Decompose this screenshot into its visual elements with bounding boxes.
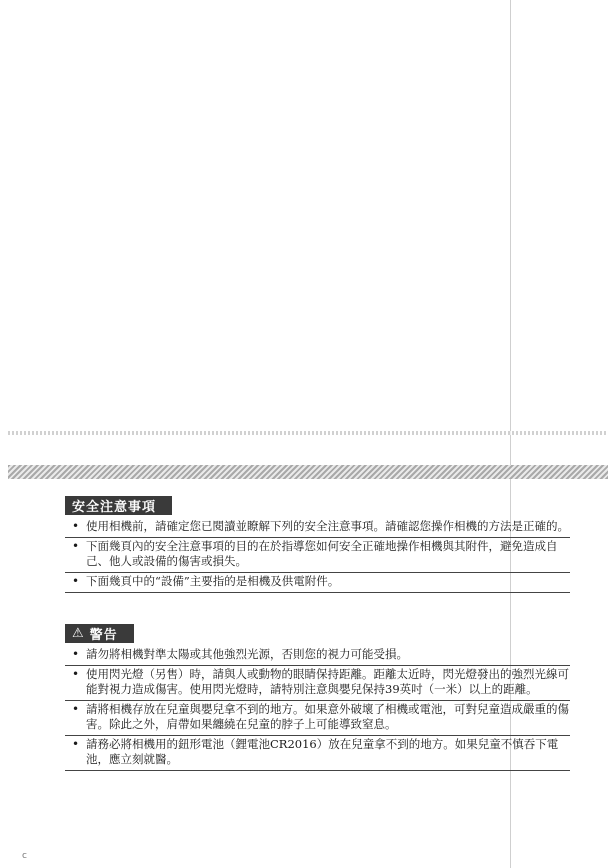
warning-section [65,622,570,771]
warning-item [65,646,570,666]
safety-heading-text: 安全注意事項 [72,500,157,515]
safety-item-text: 下面幾頁中的“設備”主要指的是相機及供電附件。 [86,574,340,588]
bullet-icon: • [72,574,80,588]
bullet-icon: • [72,737,80,751]
warning-item [65,701,570,736]
warning-item-text: 請勿將相機對準太陽或其他強烈光源，否則您的視力可能受損。 [86,647,408,661]
safety-precautions-heading [65,496,172,515]
footer-mark: c [22,851,27,861]
warning-item-text: 請務必將相機用的鈕形電池（鋰電池CR2016）放在兒童拿不到的地方。如果兒童不慎吞下電池，應立刻就醫。 [86,737,559,766]
scan-band-thin [8,431,608,435]
warning-item [65,736,570,771]
safety-precautions-list [65,518,570,593]
safety-precautions-section [65,496,570,593]
bullet-icon: • [72,519,80,533]
warning-heading-text: 警告 [89,628,118,643]
warning-triangle-icon: ⚠ [72,626,85,641]
bullet-icon: • [72,539,80,553]
warning-item-text: 請將相機存放在兒童與嬰兒拿不到的地方。如果意外破壞了相機或電池，可對兒童造成嚴重的傷害。除此之外，肩帶如果纏繞在兒童的脖子上可能導致窒息。 [86,702,569,731]
safety-item [65,573,570,593]
safety-item [65,538,570,573]
scan-band-hatched [8,465,608,479]
warning-list [65,646,570,771]
warning-heading [65,624,134,643]
safety-item-text: 使用相機前，請確定您已閱讀並瞭解下列的安全注意事項。請確認您操作相機的方法是正確的。 [86,519,569,533]
safety-item-text: 下面幾頁內的安全注意事項的目的在於指導您如何安全正確地操作相機與其附件，避免造成自己、他人或設備的傷害或損失。 [86,539,558,568]
safety-item [65,518,570,538]
bullet-icon: • [72,667,80,681]
bullet-icon: • [72,702,80,716]
bullet-icon: • [72,647,80,661]
warning-item-text: 使用閃光燈（另售）時，請與人或動物的眼睛保持距離。距離太近時，閃光燈發出的強烈光線可能對視力造成傷害。使用閃光燈時，請特別注意與嬰兒保持39英吋（一米）以上的距離。 [86,667,569,696]
warning-item [65,666,570,701]
